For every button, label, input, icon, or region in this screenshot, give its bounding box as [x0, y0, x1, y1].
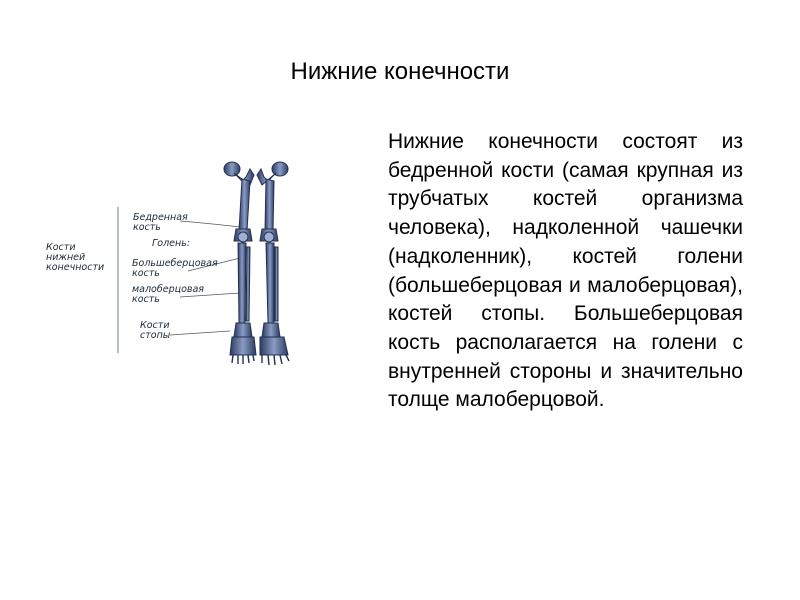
label-shin: Голень:	[152, 238, 191, 249]
leg-skeleton-figure	[40, 155, 320, 370]
label-leg-bones-group: Кости нижней конечности	[46, 242, 105, 273]
label-foot-bones: Кости стопы	[140, 320, 171, 341]
label-tibia: Большеберцовая кость	[132, 258, 218, 279]
label-femur: Бедренная кость	[133, 212, 188, 233]
left-leg	[224, 162, 256, 364]
right-leg	[257, 162, 289, 365]
body-paragraph: Нижние конечности состоят из бедренной кости (самая крупная из трубчатых костей организма человека), надколенной чашечки (надколенник), костей голени (большеберцовая и малоберцовая), костей стопы. Большеберцовая кость располагается на голени с внутренней стороны и значительно толще малоберцовой.	[388, 130, 743, 412]
slide-title: Нижние конечности	[290, 58, 510, 85]
label-fibula: малоберцовая кость	[132, 284, 205, 305]
